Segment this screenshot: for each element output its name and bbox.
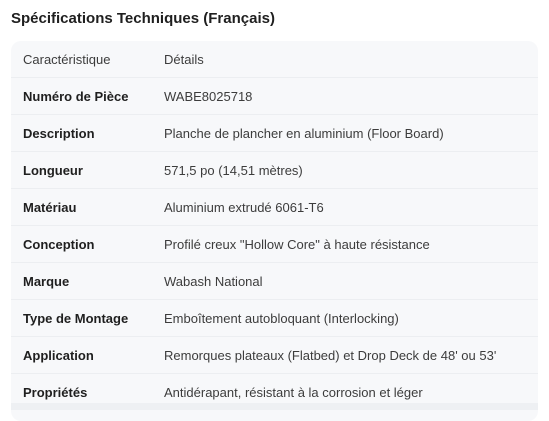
specs-table (11, 41, 538, 410)
row-label: Application (23, 347, 94, 363)
table-row (11, 152, 538, 189)
row-value: Wabash National (164, 273, 263, 289)
table-row (11, 263, 538, 300)
row-label: Numéro de Pièce (23, 88, 129, 104)
row-value: WABE8025718 (164, 88, 253, 104)
row-value: 571,5 po (14,51 mètres) (164, 162, 303, 178)
column-header-details: Détails (164, 51, 204, 67)
row-label: Matériau (23, 199, 77, 215)
row-label: Longueur (23, 162, 83, 178)
row-value: Emboîtement autobloquant (Interlocking) (164, 310, 399, 326)
table-row (11, 78, 538, 115)
table-row (11, 115, 538, 152)
specs-table-card (11, 41, 538, 421)
column-header-characteristic: Caractéristique (23, 51, 111, 67)
row-value: Remorques plateaux (Flatbed) et Drop Deck de 48' ou 53' (164, 347, 497, 363)
table-row (11, 337, 538, 374)
row-label: Marque (23, 273, 70, 289)
row-label: Type de Montage (23, 310, 129, 326)
row-value: Planche de plancher en aluminium (Floor Board) (164, 125, 444, 141)
table-row (11, 300, 538, 337)
row-label: Propriétés (23, 384, 88, 400)
row-value: Antidérapant, résistant à la corrosion et léger (164, 384, 423, 400)
table-row (11, 189, 538, 226)
row-label: Description (23, 125, 95, 141)
table-header-row (11, 41, 538, 78)
table-row (11, 226, 538, 263)
page-title: Spécifications Techniques (Français) (11, 10, 275, 27)
table-bottom-edge (11, 403, 538, 410)
row-label: Conception (23, 236, 95, 252)
row-value: Aluminium extrudé 6061-T6 (164, 199, 324, 215)
row-value: Profilé creux "Hollow Core" à haute résistance (164, 236, 430, 252)
